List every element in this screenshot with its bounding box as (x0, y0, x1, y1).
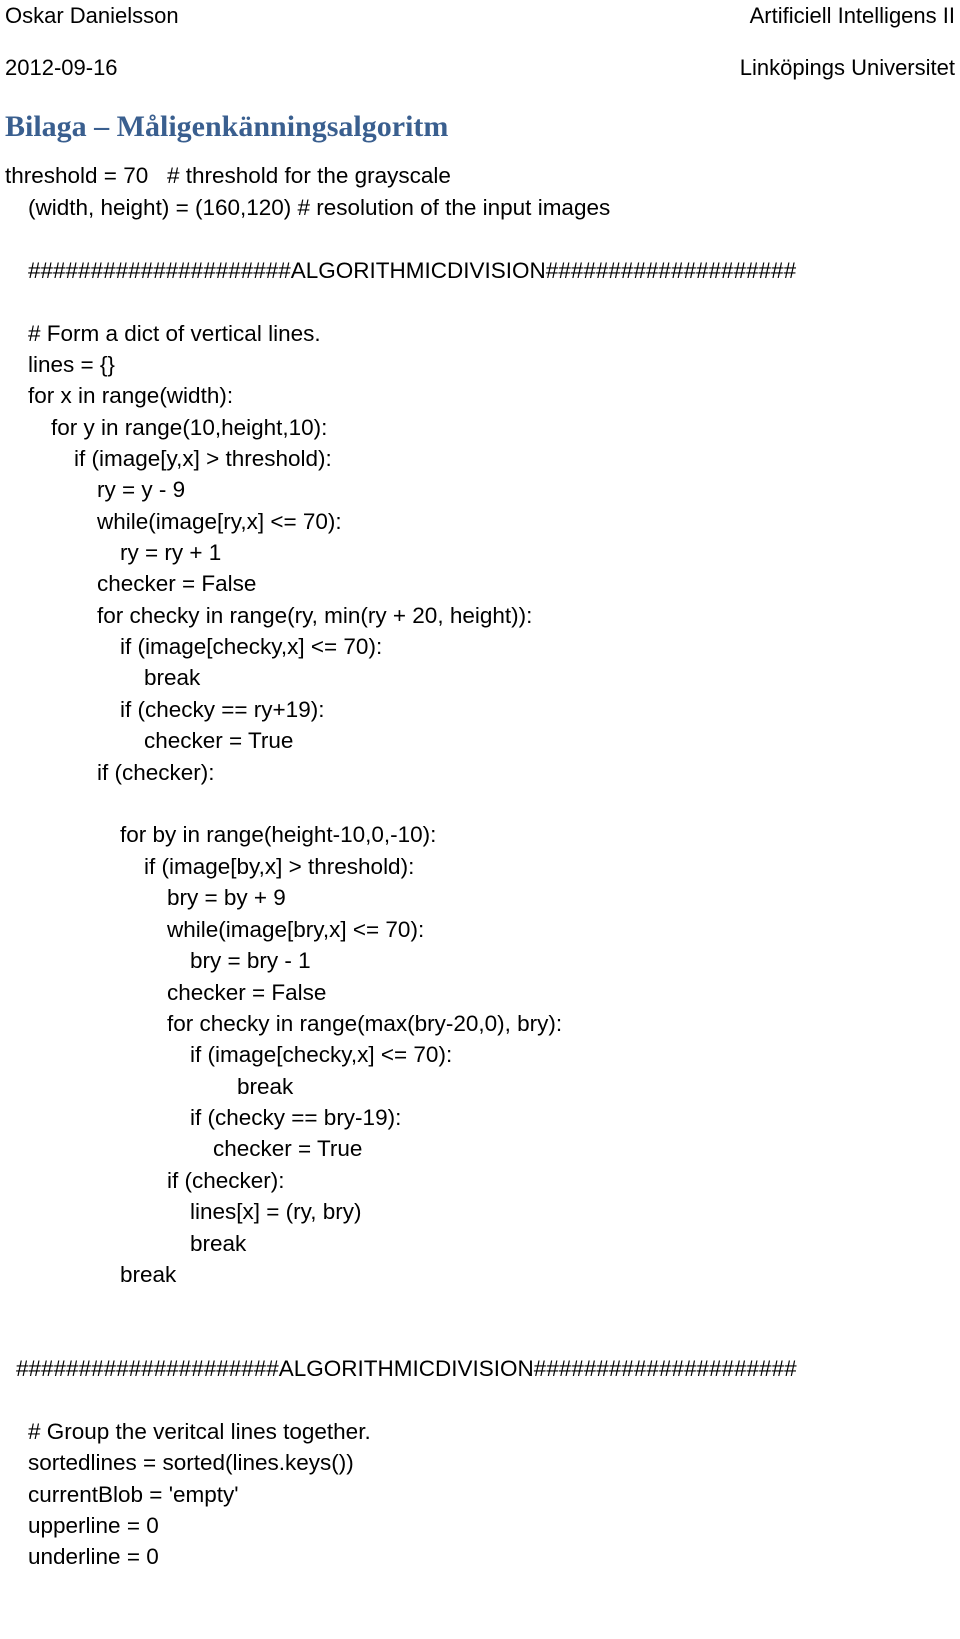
code-line: if (image[checky,x] <= 70): (190, 1042, 453, 1067)
code-line: break (190, 1231, 247, 1256)
code-line: if (checky == bry-19): (190, 1105, 402, 1130)
code-line: while(image[ry,x] <= 70): (97, 509, 342, 534)
code-line: currentBlob = 'empty' (28, 1482, 239, 1507)
course-name: Artificiell Intelligens II (749, 3, 955, 28)
code-line: upperline = 0 (28, 1513, 159, 1538)
code-line: break (120, 1262, 177, 1287)
code-comment: # Form a dict of vertical lines. (28, 321, 321, 346)
code-line: for x in range(width): (28, 383, 234, 408)
code-line: threshold = 70 # threshold for the grayscale (5, 163, 451, 188)
code-line: if (checker): (167, 1168, 285, 1193)
code-line: ry = y - 9 (97, 477, 186, 502)
code-line: checker = True (144, 728, 294, 753)
document-date: 2012-09-16 (5, 55, 118, 80)
code-line: underline = 0 (28, 1544, 159, 1569)
code-line: bry = by + 9 (167, 885, 286, 910)
code-line: if (image[checky,x] <= 70): (120, 634, 383, 659)
code-comment: # Group the veritcal lines together. (28, 1419, 371, 1444)
code-line: sortedlines = sorted(lines.keys()) (28, 1450, 354, 1475)
code-line: if (checker): (97, 760, 215, 785)
code-line: for checky in range(max(bry-20,0), bry): (167, 1011, 563, 1036)
page-title: Bilaga – Måligenkänningsalgoritm (5, 110, 449, 143)
code-line: lines[x] = (ry, bry) (190, 1199, 362, 1224)
header-row-2 (5, 52, 955, 84)
code-line: for checky in range(ry, min(ry + 20, height)): (97, 603, 533, 628)
algorithmic-division: #####################ALGORITHMICDIVISION##################### (16, 1356, 797, 1381)
code-line: (width, height) = (160,120) # resolution of the input images (28, 195, 611, 220)
code-line: for y in range(10,height,10): (51, 415, 328, 440)
code-line: if (checky == ry+19): (120, 697, 325, 722)
university-name: Linköpings Universitet (739, 55, 955, 80)
algorithmic-division: #####################ALGORITHMICDIVISION#################### (28, 258, 797, 283)
code-line: break (144, 665, 201, 690)
code-line: bry = bry - 1 (190, 948, 311, 973)
code-line: checker = False (97, 571, 257, 596)
code-line: while(image[bry,x] <= 70): (167, 917, 425, 942)
code-line: for by in range(height-10,0,-10): (120, 822, 437, 847)
header-row-1 (5, 0, 955, 32)
code-line: checker = False (167, 980, 327, 1005)
code-line: ry = ry + 1 (120, 540, 222, 565)
code-line: if (image[y,x] > threshold): (74, 446, 332, 471)
code-line: lines = {} (28, 352, 115, 377)
code-line: checker = True (213, 1136, 363, 1161)
code-line: if (image[by,x] > threshold): (144, 854, 415, 879)
author-name: Oskar Danielsson (5, 3, 179, 28)
code-line: break (237, 1074, 294, 1099)
